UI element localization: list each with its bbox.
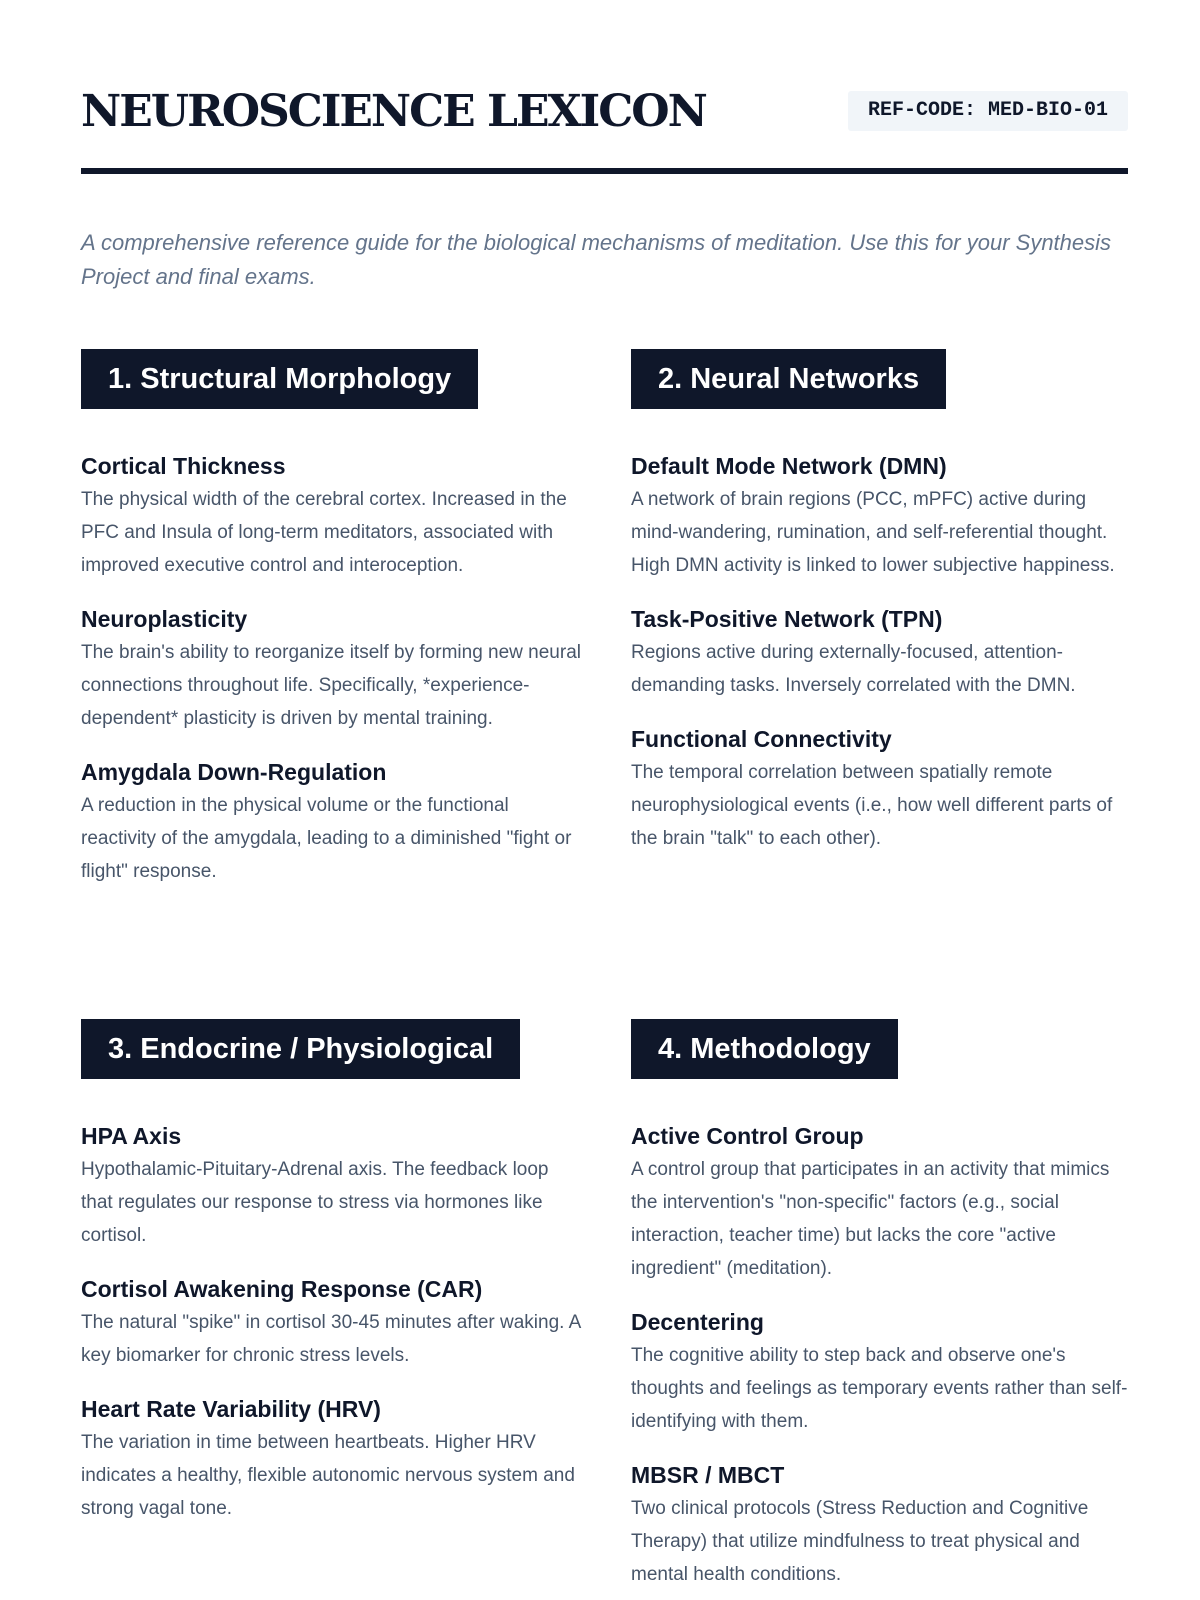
term-entry <box>81 1274 581 1372</box>
section-heading: 1. Structural Morphology <box>81 349 478 409</box>
term-name: Default Mode Network (DMN) <box>631 453 947 479</box>
term-entry <box>631 724 1131 855</box>
term-entry <box>81 1394 581 1525</box>
term-definition: Hypothalamic-Pituitary-Adrenal axis. The feedback loop that regulates our response to stress via hormones like cortisol. <box>81 1159 549 1246</box>
term-entry <box>81 604 581 735</box>
section-heading: 3. Endocrine / Physiological <box>81 1019 520 1079</box>
section-structural-morphology <box>81 349 581 888</box>
term-entry <box>631 1121 1131 1285</box>
term-definition: A network of brain regions (PCC, mPFC) active during mind-wandering, rumination, and self-referential thought. High DMN activity is linked to lower subjective happiness. <box>631 489 1115 576</box>
term-definition: The temporal correlation between spatially remote neurophysiological events (i.e., how well different parts of the brain "talk" to each other). <box>631 762 1113 849</box>
ref-code-badge: REF-CODE: MED-BIO-01 <box>848 91 1128 131</box>
term-entry <box>81 451 581 582</box>
term-entry <box>631 451 1131 582</box>
term-name: Heart Rate Variability (HRV) <box>81 1396 381 1422</box>
section-endocrine-physiological <box>81 1019 581 1525</box>
header-divider <box>81 168 1128 174</box>
section-heading: 2. Neural Networks <box>631 349 946 409</box>
section-neural-networks <box>631 349 1131 855</box>
term-name: Task-Positive Network (TPN) <box>631 606 943 632</box>
section-methodology <box>631 1019 1131 1591</box>
term-name: MBSR / MBCT <box>631 1462 785 1488</box>
term-definition: The physical width of the cerebral cortex. Increased in the PFC and Insula of long-term meditators, associated with improved executive control and interoception. <box>81 489 567 576</box>
term-entry <box>631 1460 1131 1591</box>
term-name: Neuroplasticity <box>81 606 248 632</box>
term-entry <box>631 1307 1131 1438</box>
term-definition: Regions active during externally-focused, attention-demanding tasks. Inversely correlated with the DMN. <box>631 642 1076 696</box>
term-name: Cortisol Awakening Response (CAR) <box>81 1276 483 1302</box>
intro-text: A comprehensive reference guide for the biological mechanisms of meditation. Use this for your Synthesis Project and final exams. <box>81 230 1112 289</box>
term-name: Cortical Thickness <box>81 453 286 479</box>
term-definition: Two clinical protocols (Stress Reduction and Cognitive Therapy) that utilize mindfulness to treat physical and mental health conditions. <box>631 1498 1089 1585</box>
term-name: Decentering <box>631 1309 764 1335</box>
term-name: Active Control Group <box>631 1123 864 1149</box>
lexicon-page <box>81 0 1128 1585</box>
term-definition: A reduction in the physical volume or the functional reactivity of the amygdala, leading to a diminished "fight or flight" response. <box>81 795 572 882</box>
page-title: NEUROSCIENCE LEXICON <box>81 86 706 137</box>
term-definition: The brain's ability to reorganize itself by forming new neural connections throughout life. Specifically, *experience-dependent* plasticity is driven by mental training. <box>81 642 581 729</box>
term-entry <box>81 757 581 888</box>
term-definition: The cognitive ability to step back and observe one's thoughts and feelings as temporary events rather than self-identifying with them. <box>631 1345 1128 1432</box>
section-heading: 4. Methodology <box>631 1019 898 1079</box>
page-header <box>81 0 1128 289</box>
term-definition: The variation in time between heartbeats. Higher HRV indicates a healthy, flexible autonomic nervous system and strong vagal tone. <box>81 1432 575 1519</box>
term-name: HPA Axis <box>81 1123 182 1149</box>
term-name: Functional Connectivity <box>631 726 892 752</box>
term-entry <box>81 1121 581 1252</box>
term-definition: The natural "spike" in cortisol 30-45 minutes after waking. A key biomarker for chronic stress levels. <box>81 1312 581 1366</box>
term-definition: A control group that participates in an activity that mimics the intervention's "non-specific" factors (e.g., social interaction, teacher time) but lacks the core "active ingredient" (meditation). <box>631 1159 1110 1279</box>
term-name: Amygdala Down-Regulation <box>81 759 387 785</box>
term-entry <box>631 604 1131 702</box>
